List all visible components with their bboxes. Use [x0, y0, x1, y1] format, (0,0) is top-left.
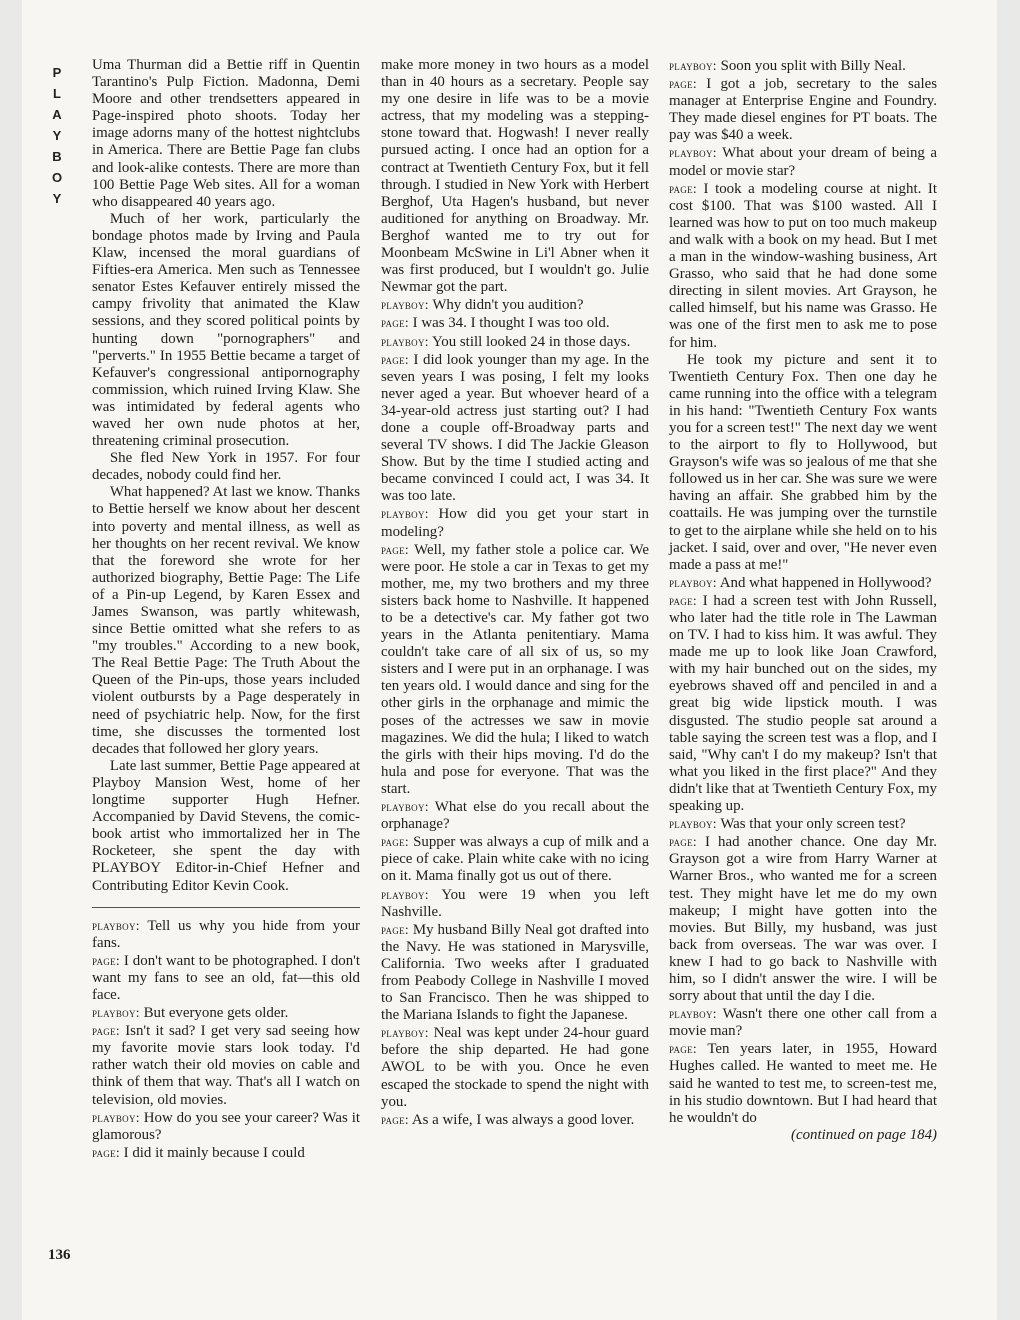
column-3 — [669, 57, 937, 1144]
speaker-label: playboy: — [669, 145, 717, 161]
qa-paragraph — [669, 1005, 937, 1040]
masthead-letter: L — [53, 86, 61, 101]
qa-paragraph — [381, 1111, 649, 1129]
speaker-label: page: — [381, 1111, 409, 1127]
section-divider — [92, 907, 360, 908]
qa-text: Neal was kept under 24-hour guard before the ship departed. He had gone AWOL to be with you. Once he even escaped the stockade to spend the night with you. — [381, 1025, 649, 1110]
qa-paragraph — [92, 1109, 360, 1144]
qa-text: You still looked 24 in those days. — [432, 333, 631, 350]
qa-text: Wasn't there one other call from a movie man? — [669, 1006, 937, 1040]
qa-text: Why didn't you audition? — [432, 297, 584, 314]
speaker-label: page: — [669, 76, 697, 92]
speaker-label: page: — [381, 351, 409, 367]
speaker-label: playboy: — [381, 1025, 429, 1041]
interview-qa-col3 — [669, 57, 937, 1127]
speaker-label: playboy: — [92, 917, 140, 933]
qa-text: Supper was always a cup of milk and a piece of cake. Plain white cake with no icing on it. Mama finally got us out of there. — [381, 834, 649, 885]
qa-paragraph — [381, 296, 649, 314]
masthead-letter: Y — [52, 128, 62, 143]
qa-paragraph — [92, 1004, 360, 1022]
speaker-label: page: — [381, 315, 409, 331]
qa-paragraph — [669, 815, 937, 833]
qa-paragraph — [669, 352, 937, 574]
intro-paragraph: Much of her work, particularly the bondage photos made by Irving and Paula Klaw, incensed the moral guardians of Fifties-era America. Men such as Tennessee senator Estes Kefauver entirely missed the campy frivolity that animated the Klaw sessions, and they scored political points by hunting down "pornographers" and "perverts." In 1955 Bettie became a target of Kefauver's congressional antipornography commission, which ruined Irving Klaw. She was intimidated by federal agents who waved her own nude photos at her, threatening criminal prosecution. — [92, 210, 360, 450]
qa-paragraph — [669, 574, 937, 592]
qa-paragraph — [381, 1024, 649, 1110]
qa-paragraph — [381, 833, 649, 885]
qa-paragraph — [381, 541, 649, 798]
qa-text: What else do you recall about the orphanage? — [381, 799, 649, 833]
speaker-label: page: — [669, 1041, 697, 1057]
masthead-letter: Y — [52, 191, 62, 206]
qa-text: make more money in two hours as a model than in 40 hours as a secretary. People say my one desire in life was to be a movie actress, that my modeling was a stepping-stone toward that. Hogwash! I never really pursued acting. I once had an option for a contract at Twentieth Century Fox, but it fell through. I studied in New York with Herbert Berghof, Uta Hagen's husband, but never auditioned for anything on Broadway. Mr. Berghof wanted me to try out for Moonbeam McSwine in Li'l Abner when it was first produced, but I wouldn't go. Julie Newmar got the part. — [381, 57, 649, 296]
qa-paragraph — [669, 833, 937, 1005]
intro-paragraph: Late last summer, Bettie Page appeared at Playboy Mansion West, home of her longtime supporter Hugh Hefner. Accompanied by David Stevens, the comic-book artist who immortalized her in The Rocketeer, she spent the day with PLAYBOY Editor-in-Chief Hefner and Contributing Editor Kevin Cook. — [92, 757, 360, 894]
qa-text: I did look younger than my age. In the seven years I was posing, I felt my looks never aged a year. But whoever heard of a 34-year-old actress just starting out? I had done a couple off-Broadway parts and several TV shows. I did The Jackie Gleason Show. But by the time I studied acting and became convinced I could act, I was 34. It was too late. — [381, 351, 649, 505]
speaker-label: playboy: — [381, 799, 429, 815]
speaker-label: page: — [381, 541, 409, 557]
qa-paragraph — [381, 351, 649, 506]
qa-text: Was that your only screen test? — [720, 816, 906, 833]
speaker-label: page: — [381, 921, 409, 937]
speaker-label: playboy: — [381, 886, 429, 902]
qa-paragraph — [669, 180, 937, 352]
speaker-label: playboy: — [381, 506, 429, 522]
speaker-label: page: — [92, 1144, 120, 1160]
speaker-label: page: — [669, 834, 697, 850]
qa-text: Ten years later, in 1955, Howard Hughes called. He wanted to meet me. He said he wanted to test me, to screen-test me, in his studio downtown. But I had heard that he wouldn't do — [669, 1041, 937, 1126]
speaker-label: page: — [381, 834, 409, 850]
continued-note: (continued on page 184) — [791, 1126, 937, 1143]
qa-paragraph — [381, 886, 649, 921]
qa-paragraph — [381, 798, 649, 833]
qa-text: You were 19 when you left Nashville. — [381, 886, 649, 920]
qa-text: And what happened in Hollywood? — [719, 574, 932, 591]
qa-paragraph — [92, 1022, 360, 1108]
qa-text: I was 34. I thought I was too old. — [412, 315, 610, 332]
qa-paragraph — [381, 505, 649, 540]
speaker-label: playboy: — [92, 1109, 140, 1125]
qa-text: As a wife, I was always a good lover. — [411, 1111, 635, 1128]
masthead-letter: A — [52, 107, 62, 122]
speaker-label: playboy: — [381, 333, 429, 349]
column-2 — [381, 57, 649, 1129]
column-1 — [92, 57, 360, 1162]
speaker-label: page: — [669, 180, 697, 196]
qa-text: I had another chance. One day Mr. Grayson got a wire from Harry Warner at Warner Bros., who wanted me for a screen test. They might have let me do my own makeup; I might have gotten into the movies. But Billy, my husband, was just back from overseas. The war was over. I knew I had to go back to Nashville with him, so I didn't answer the wire. I will be sorry about that until the day I die. — [669, 834, 937, 1005]
speaker-label: playboy: — [669, 1006, 717, 1022]
qa-text: I did it mainly because I could — [123, 1144, 305, 1161]
qa-paragraph — [381, 57, 649, 296]
speaker-label: page: — [92, 952, 120, 968]
intro-paragraph: Uma Thurman did a Bettie riff in Quentin Tarantino's Pulp Fiction. Madonna, Demi Moore and other trendsetters appeared in Page-inspired photo shoots. Today her image adorns many of the hottest nightclubs in America. There are Bettie Page fan clubs and look-alike contests. There are more than 100 Bettie Page Web sites. All for a woman who disappeared 40 years ago. — [92, 57, 360, 210]
qa-text: I had a screen test with John Russell, who later had the title role in The Lawman on TV. I had to kiss him. It was awful. They made me up to look like Joan Crawford, with my hair bunched out on the sides, my eyebrows shaved off and penciled in and a great big wide lipstick mouth. I was disgusted. The studio people sat around a table saying the screen test was a flop, and I said, "Why can't I do my makeup? Isn't that what you liked in the first place?" And they didn't like that at Twentieth Century Fox, my speaking up. — [669, 592, 937, 815]
qa-paragraph — [381, 921, 649, 1025]
qa-text: But everyone gets older. — [143, 1005, 289, 1022]
interview-qa-col2 — [381, 57, 649, 1129]
qa-text: He took my picture and sent it to Twentieth Century Fox. Then one day he came running into the office with a telegram in his hand: "Twentieth Century Fox wants you for a screen test!" The next day we went to the airport to fly to Hollywood, but Grayson's wife was so jealous of me that she followed us in her car. She was sure we were having an affair. She grabbed him by the coattails. He was jumping over the turnstile to get to the airplane while she held on to his jacket. I said, over and over, "He never even made a pass at me!" — [669, 351, 937, 573]
magazine-page — [22, 0, 997, 1320]
qa-text: Isn't it sad? I get very sad seeing how my favorite movie stars look today. I'd rather watch their old movies on cable and think of them that way. That's all I watch on television, old movies. — [92, 1023, 360, 1108]
masthead-letter: P — [52, 65, 62, 80]
speaker-label: page: — [92, 1023, 120, 1039]
qa-paragraph — [669, 57, 937, 75]
qa-text: I don't want to be photographed. I don't want my fans to see an old, fat—this old face. — [92, 952, 360, 1003]
qa-text: Soon you split with Billy Neal. — [720, 58, 906, 74]
qa-text: How did you get your start in modeling? — [381, 506, 649, 540]
speaker-label: playboy: — [669, 574, 717, 590]
qa-paragraph — [669, 592, 937, 815]
qa-text: Well, my father stole a police car. We were poor. He stole a car in Texas to get my mother, me, my two brothers and my three sisters back home to Nashville. It happened to be a detective's car. My father got two years in the Atlanta penitentiary. Mama couldn't take care of all six of us, so my sisters and I were put in an orphanage. I was ten years old. I would dance and sing for the other girls in the orphanage and mimic the poses of the actresses we saw in movie magazines. We did the hula; I liked to watch the girls with their hips moving. I'd do the hula and pose for everyone. That was the start. — [381, 541, 649, 797]
qa-paragraph — [92, 1144, 360, 1162]
masthead-vertical — [48, 62, 66, 209]
qa-paragraph — [92, 917, 360, 952]
masthead-letter: B — [52, 149, 62, 164]
qa-text: I got a job, secretary to the sales manager at Enterprise Engine and Foundry. They made diesel engines for PT boats. The pay was $40 a week. — [669, 76, 937, 144]
masthead-letter: O — [51, 170, 63, 185]
qa-text: I took a modeling course at night. It cost $100. That was $100 wasted. All I learned was how to put on too much makeup and walk with a book on my head. But I met a man in the window-washing business, Art Grasso, who said that he had done some directing in silent movies. Art Grayson, he called himself, but his name was Grasso. He was one of the first men to ask me to pose for him. — [669, 180, 937, 351]
page-number: 136 — [48, 1247, 71, 1263]
interview-qa-col1 — [92, 917, 360, 1162]
qa-text: Tell us why you hide from your fans. — [92, 917, 360, 951]
intro-paragraph: She fled New York in 1957. For four decades, nobody could find her. — [92, 450, 360, 484]
qa-paragraph — [92, 952, 360, 1004]
speaker-label: playboy: — [381, 297, 429, 313]
qa-text: How do you see your career? Was it glamorous? — [92, 1109, 360, 1143]
intro-paragraph: What happened? At last we know. Thanks to Bettie herself we know about her descent into poverty and mental illness, as well as her thoughts on her recent revival. We know that the foreword she wrote for her authorized biography, Bettie Page: The Life of a Pin-up Legend, by Karen Essex and James Swanson, was partly whitewash, since Bettie omitted what she refers to as "my troubles." According to a new book, The Real Bettie Page: The Truth About the Queen of the Pin-ups, those years included violent outbursts by a Page desperately in need of psychiatric help. Now, for the first time, she discusses the tormented lost decades that followed her glory years. — [92, 484, 360, 757]
speaker-label: playboy: — [669, 816, 717, 832]
qa-text: What about your dream of being a model or movie star? — [669, 145, 937, 179]
speaker-label: playboy: — [669, 58, 717, 73]
qa-paragraph — [669, 144, 937, 179]
qa-paragraph — [669, 75, 937, 144]
speaker-label: page: — [669, 592, 697, 608]
qa-paragraph — [381, 333, 649, 351]
speaker-label: playboy: — [92, 1005, 140, 1021]
qa-paragraph — [669, 1040, 937, 1126]
qa-text: My husband Billy Neal got drafted into the Navy. He was stationed in Marysville, California. Two weeks after I graduated from Peabody College in Nashville I moved to San Francisco. Then he was shipped to the Mariana Islands to fight the Japanese. — [381, 921, 649, 1024]
qa-paragraph — [381, 314, 649, 332]
